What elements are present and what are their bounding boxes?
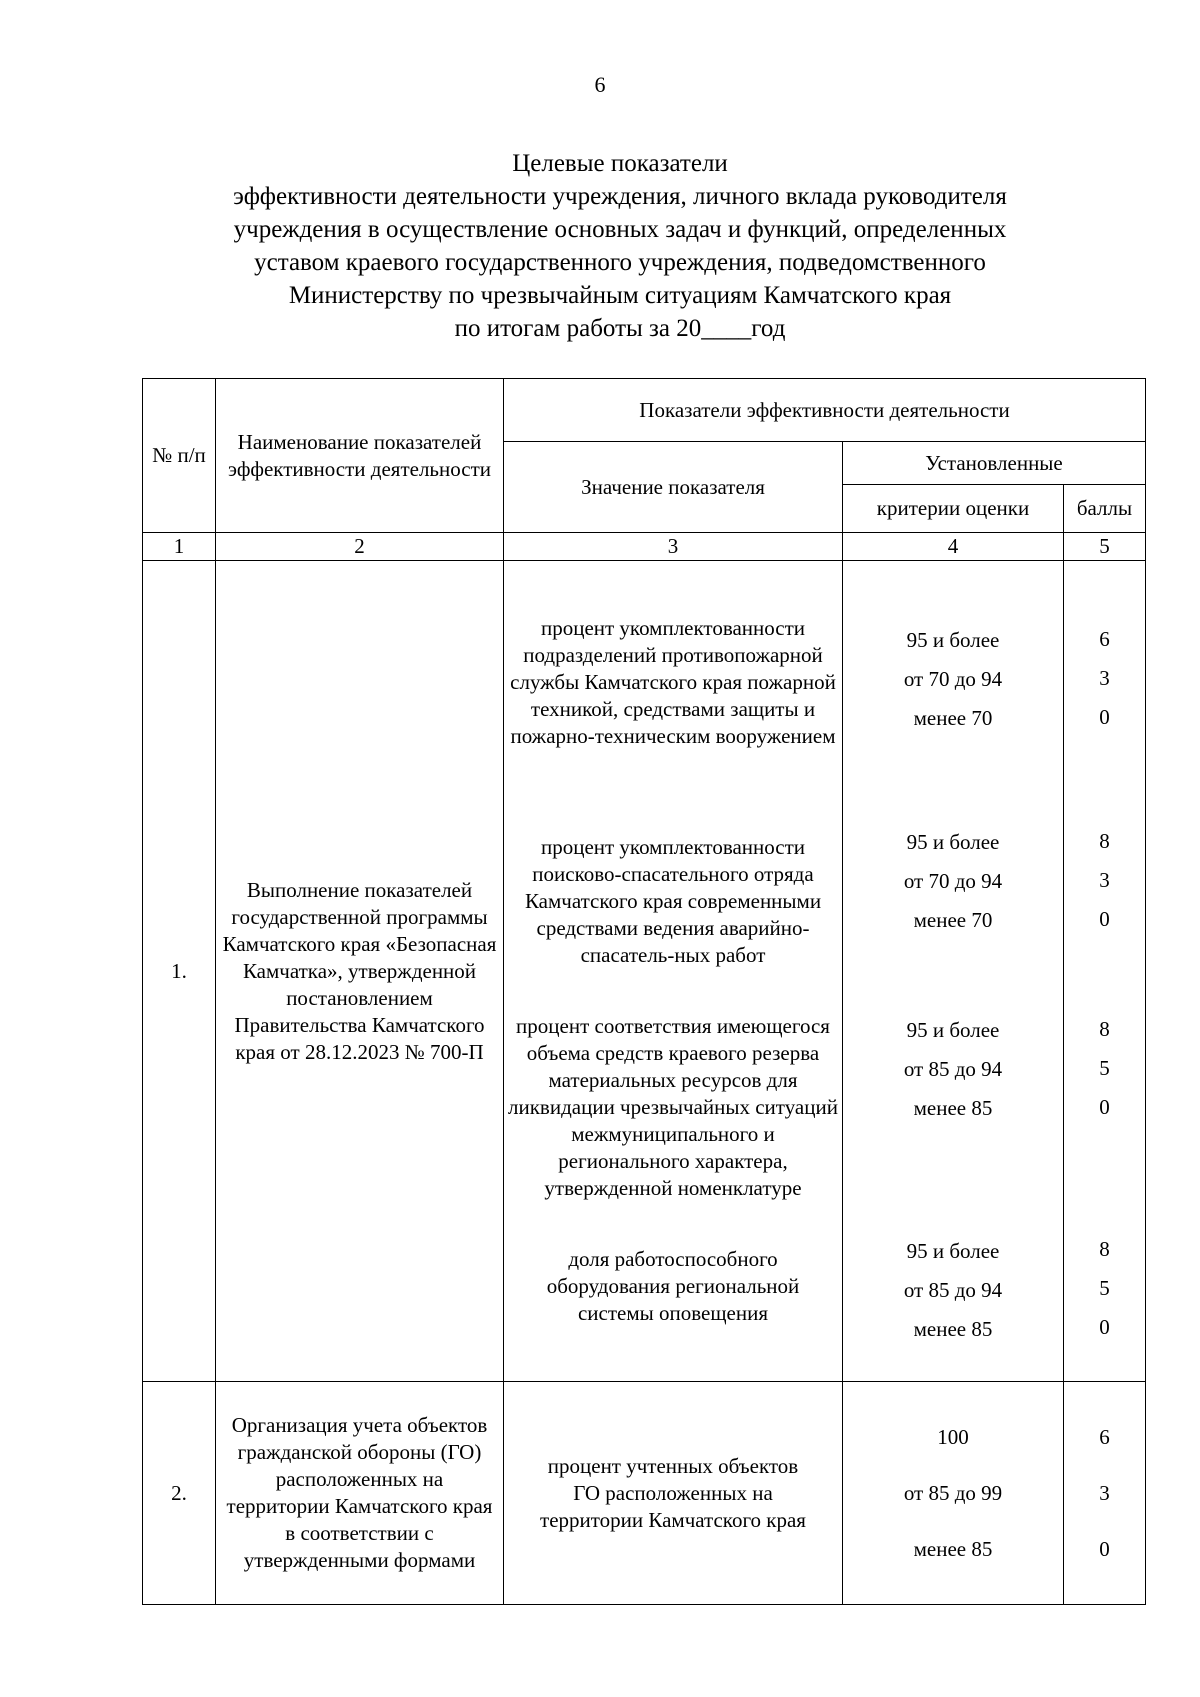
- criterion: менее 70: [913, 907, 993, 932]
- points-value: 5: [1099, 1056, 1110, 1080]
- points-value: 3: [1099, 1481, 1110, 1505]
- points-cell: [1064, 1382, 1146, 1605]
- criterion: 95 и более: [906, 1238, 1000, 1263]
- indicator-value: процент соответствия имеющегося объема средств краевого резерва материальных ресурсов для ликвидации чрезвычайных ситуаций межмуниципального и регионального характера, утвержденной номенклатуре: [508, 1014, 838, 1200]
- row-name: Организация учета объектов гражданской обороны (ГО) расположенных на территории Камчатского края в соответствии с утвержденными формами: [216, 1382, 504, 1605]
- points-value: 3: [1099, 868, 1110, 892]
- criterion: 95 и более: [906, 1017, 1000, 1042]
- indicator-value: процент учтенных объектов ГО расположенных на территории Камчатского края: [504, 1382, 843, 1605]
- page-number: 6: [594, 72, 606, 97]
- points-value: 8: [1099, 829, 1110, 853]
- column-number: 4: [843, 533, 1064, 561]
- column-number: 2: [216, 533, 504, 561]
- points-value: 8: [1099, 1237, 1110, 1261]
- column-number: 1: [143, 533, 216, 561]
- column-number: 5: [1064, 533, 1146, 561]
- title-line: Целевые показатели: [512, 150, 728, 177]
- criteria-cell: [843, 1382, 1064, 1605]
- criterion: от 70 до 94: [903, 868, 1003, 893]
- points-value: 6: [1099, 1425, 1110, 1449]
- header-criteria: критерии оценки: [843, 485, 1064, 533]
- header-points: баллы: [1064, 485, 1146, 533]
- criterion: менее 85: [913, 1537, 993, 1561]
- criterion: от 85 до 99: [903, 1481, 1003, 1505]
- points-value: 6: [1099, 627, 1110, 651]
- criterion: от 70 до 94: [903, 666, 1003, 691]
- indicators-table: [142, 378, 1146, 1605]
- indicator-value: процент укомплектованности поисково-спасательного отряда Камчатского края современными средствами ведения аварийно-спасатель-ных работ: [524, 835, 822, 967]
- title-line: по итогам работы за 20____год: [454, 315, 786, 342]
- criterion: менее 85: [913, 1316, 993, 1341]
- table-row: [143, 1382, 1146, 1605]
- header-row: [143, 379, 1146, 442]
- table-row: [143, 561, 1146, 1382]
- criterion: 95 и более: [906, 829, 1000, 854]
- criterion: менее 70: [913, 705, 993, 730]
- header-established: Установленные: [843, 442, 1146, 485]
- points-value: 0: [1099, 1315, 1110, 1339]
- criteria-group: [846, 813, 1060, 1002]
- points-value: 5: [1099, 1276, 1110, 1300]
- criterion: 100: [937, 1425, 969, 1449]
- points-group: [1067, 1003, 1142, 1227]
- indicator-value: доля работоспособного оборудования региональной системы оповещения: [546, 1247, 800, 1325]
- column-number: 3: [504, 533, 843, 561]
- criterion: менее 85: [913, 1095, 993, 1120]
- title-line: уставом краевого государственного учреждения, подведомственного: [254, 249, 986, 276]
- document-title: [100, 147, 1140, 345]
- points-group: [1067, 814, 1142, 1003]
- header-value: Значение показателя: [504, 442, 843, 533]
- points-group: [1067, 1227, 1142, 1347]
- column-number-row: [143, 533, 1146, 561]
- header-name: Наименование показателей эффективности деятельности: [216, 379, 504, 533]
- title-line: учреждения в осуществление основных задач и функций, определенных: [233, 216, 1007, 243]
- criteria-group: [846, 1002, 1060, 1226]
- points-value: 3: [1099, 666, 1110, 690]
- points-value: 8: [1099, 1017, 1110, 1041]
- header-indicators: Показатели эффективности деятельности: [504, 379, 1146, 442]
- indicator-value: процент укомплектованности подразделений противопожарной службы Камчатского края пожарной техникой, средствами защиты и пожарно-техническим вооружением: [510, 616, 836, 748]
- row-number: 1.: [143, 561, 216, 1382]
- criterion: от 85 до 94: [903, 1056, 1003, 1081]
- points-group: [1067, 595, 1142, 814]
- points-value: 0: [1099, 705, 1110, 729]
- criterion: 95 и более: [906, 627, 1000, 652]
- points-value: 0: [1099, 1095, 1110, 1119]
- criterion: от 85 до 94: [903, 1277, 1003, 1302]
- points-value: 0: [1099, 907, 1110, 931]
- row-number: 2.: [143, 1382, 216, 1605]
- points-value: 0: [1099, 1537, 1110, 1561]
- title-line: эффективности деятельности учреждения, личного вклада руководителя: [233, 183, 1007, 210]
- points-cell: [1064, 561, 1146, 1382]
- title-line: Министерству по чрезвычайным ситуациям Камчатского края: [288, 282, 952, 309]
- indicator-values: [504, 561, 843, 1382]
- criteria-group: [846, 594, 1060, 813]
- header-num: № п/п: [143, 379, 216, 533]
- criteria-cell: [843, 561, 1064, 1382]
- criteria-group: [846, 1226, 1060, 1349]
- row-name: Выполнение показателей государственной программы Камчатского края «Безопасная Камчатка», утвержденной постановлением Правительства Камчатского края от 28.12.2023 № 700-П: [216, 561, 504, 1382]
